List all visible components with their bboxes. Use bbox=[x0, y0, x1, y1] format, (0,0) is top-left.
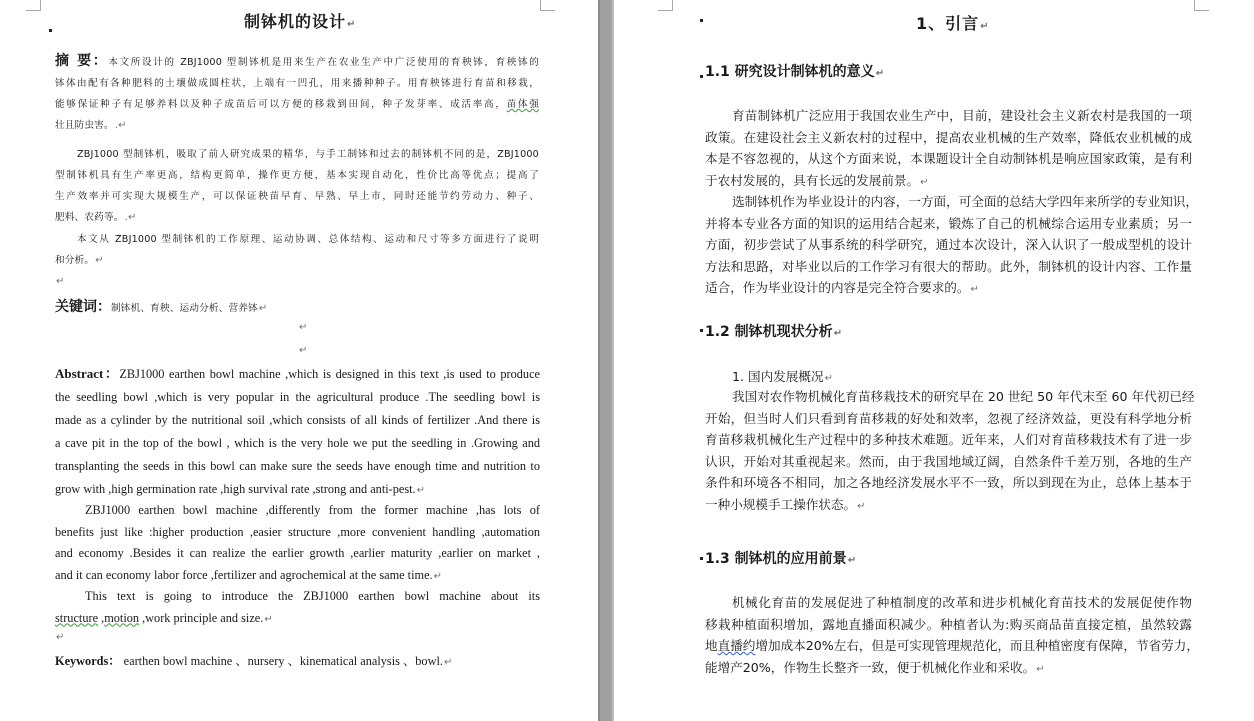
paragraph-mark-bullet bbox=[49, 29, 52, 32]
page-gutter bbox=[598, 0, 614, 721]
paragraph-mark-bullet bbox=[700, 75, 703, 78]
empty-paragraph-mark: ↵ bbox=[299, 322, 308, 333]
chapter-title: 1、引言↵ bbox=[916, 14, 990, 33]
corner-mark bbox=[26, 0, 41, 11]
keywords-text: 制钵机、育秧、运动分析、营养钵 bbox=[111, 303, 258, 314]
spellcheck-underline: structure bbox=[55, 610, 99, 625]
abstract-paragraph: 摘 要：本文所设计的 ZBJ1000 型制钵机是用来生产在农业生产中广泛使用的育秧钵，育秧钵的 钵体由配有各种肥料的土壤做成圆柱状，上端有一凹孔，用来播种种子。用育秧钵进行育苗和移栽， 能够保证种子有足够养料以及种子成苗后可以方便的移栽到田间，种子发芽率、成活率高，苗体强 壮且防虫害。.↵ bbox=[55, 53, 539, 131]
paragraph-mark-bullet bbox=[700, 557, 703, 560]
corner-mark bbox=[658, 0, 673, 11]
corner-mark bbox=[1194, 0, 1209, 11]
paragraph-mark-bullet bbox=[700, 19, 703, 22]
empty-paragraph-mark: ↵ bbox=[56, 276, 65, 287]
abstract-label: 摘 要： bbox=[55, 53, 109, 69]
english-keywords-line: Keywords： earthen bowl machine 、nursery 、kinematical analysis 、bowl.↵ bbox=[55, 654, 453, 668]
keywords-line: 关键词：制钵机、育秧、运动分析、营养钵↵ bbox=[55, 299, 268, 315]
body-paragraph: ZBJ1000 型制钵机，吸取了前人研究成果的精华，与手工制钵和过去的制钵机不同的是，ZBJ1000 型制钵机具有生产率更高，结构更简单，操作更方便，基本实现自动化，性价比高等优点；提高了 生产效率并可实现大规模生产，可以保证秧苗早育、早熟、早上市，同时还能节约劳动力、种子、 肥料、农药等。.↵ bbox=[55, 149, 539, 223]
empty-paragraph-mark: ↵ bbox=[56, 632, 65, 643]
section-heading-1-1: 1.1 研究设计制钵机的意义↵ bbox=[705, 64, 885, 80]
english-keywords-label: Keywords： bbox=[55, 654, 121, 668]
english-keywords-text: earthen bowl machine 、nursery 、kinematical analysis 、bowl. bbox=[120, 654, 443, 668]
spellcheck-underline: motion bbox=[104, 610, 140, 625]
corner-mark bbox=[540, 0, 555, 11]
english-body-paragraph: ZBJ1000 earthen bowl machine ,differently from the former machine ,has lots of benefits just like :higher production ,easier structure ,more convenient handling ,automation and economy .Besides it can realize the earlier growth ,earlier maturity ,earlier on market , and it can economy labor force ,fertilizer and agrochemical at the same time.↵ bbox=[55, 503, 540, 582]
grammar-underline: 直播约 bbox=[717, 638, 756, 654]
body-paragraph: 选制钵机作为毕业设计的内容，一方面，可全面的总结大学四年来所学的专业知识， 并将本专业各方面的知识的运用结合起来，锻炼了自己的机械综合运用专业素质；另一 方面，初步尝试了从事系统的科学研究，通过本次设计，深入认识了一般成型机的设计 方法和思路，对毕业以后的工作学习有很大的帮助。此外，制钵机的设计内容、工作量 适合，作为毕业设计的内容是完全符合要求的。↵ bbox=[705, 194, 1198, 296]
keywords-label: 关键词： bbox=[55, 299, 111, 315]
body-paragraph: 我国对农作物机械化育苗移栽技术的研究早在 20 世纪 50 年代末至 60 年代初已经 开始，但当时人们只看到育苗移栽的好处和效率，忽视了经济效益，更没有科学地分析 育苗移栽机械化生产过程中的多种技术难题。近年来，人们对育苗移栽技术有了进一步 认识，开始对其重视起来。然而，由于我国地域辽阔，自然条件千差万别，各地的生产 条件和环境各不相同，加之各地经济发展水平不一致，所以到现在为止，总体上基本于 一种小规模手工操作状态。↵ bbox=[705, 389, 1195, 512]
spellcheck-underline: 苗体强 bbox=[506, 99, 539, 110]
list-item: 1. 国内发展概况↵ bbox=[732, 369, 833, 384]
english-abstract-paragraph: Abstract：ZBJ1000 earthen bowl machine ,which is designed in this text ,is used to produce the seedling bowl ,which is very popular in the agricultural produce .The seedling bowl is made as a cylinder by the nutritional soil ,which consists of all kinds of fertilizer .And there is a cave pit in the top of the bowl , which is the very hole we put the seedling in .Growing and transplanting the seeds in this bowl can make sure the seeds have enough time and nutrition to grow with ,high germination rate ,high survival rate ,strong and anti-pest.↵ bbox=[55, 366, 540, 496]
paragraph-mark-bullet bbox=[700, 329, 703, 332]
document-title: 制钵机的设计↵ bbox=[244, 12, 357, 31]
english-body-paragraph: This text is going to introduce the ZBJ1000 earthen bowl machine about its structure ,motion ,work principle and size.↵ bbox=[55, 589, 540, 625]
body-paragraph: 育苗制钵机广泛应用于我国农业生产中，目前，建设社会主义新农村是我国的一项 政策。在建设社会主义新农村的过程中，提高农业机械的生产效率，降低农业机械的成 本是不容忽视的，从这个方面来说，本课题设计全自动制钵机是响应国家政策，是有利 于农村发展的，具有长远的发展前景。↵ bbox=[705, 108, 1192, 188]
section-heading-1-3: 1.3 制钵机的应用前景↵ bbox=[705, 551, 857, 567]
document-page-right bbox=[614, 0, 1254, 721]
body-paragraph: 本文从 ZBJ1000 型制钵机的工作原理、运动协调、总体结构、运动和尺寸等多方面进行了说明 和分析。↵ bbox=[55, 234, 539, 266]
body-paragraph: 机械化育苗的发展促进了种植制度的改革和进步机械化育苗技术的发展促使作物 移栽种植面积增加，露地直播面积减少。种植者认为:购买商品苗直接定植，虽然较露 地直播约增加成本20%左右，但是可实现管理规范化，而且种植密度有保障，节省劳力， 能增产20%，作物生长整齐一致，便于机械化作业和采收。↵ bbox=[705, 595, 1199, 675]
document-page-left bbox=[0, 0, 598, 721]
english-abstract-label: Abstract： bbox=[55, 366, 120, 381]
empty-paragraph-mark: ↵ bbox=[299, 345, 308, 356]
section-heading-1-2: 1.2 制钵机现状分析↵ bbox=[705, 324, 843, 340]
